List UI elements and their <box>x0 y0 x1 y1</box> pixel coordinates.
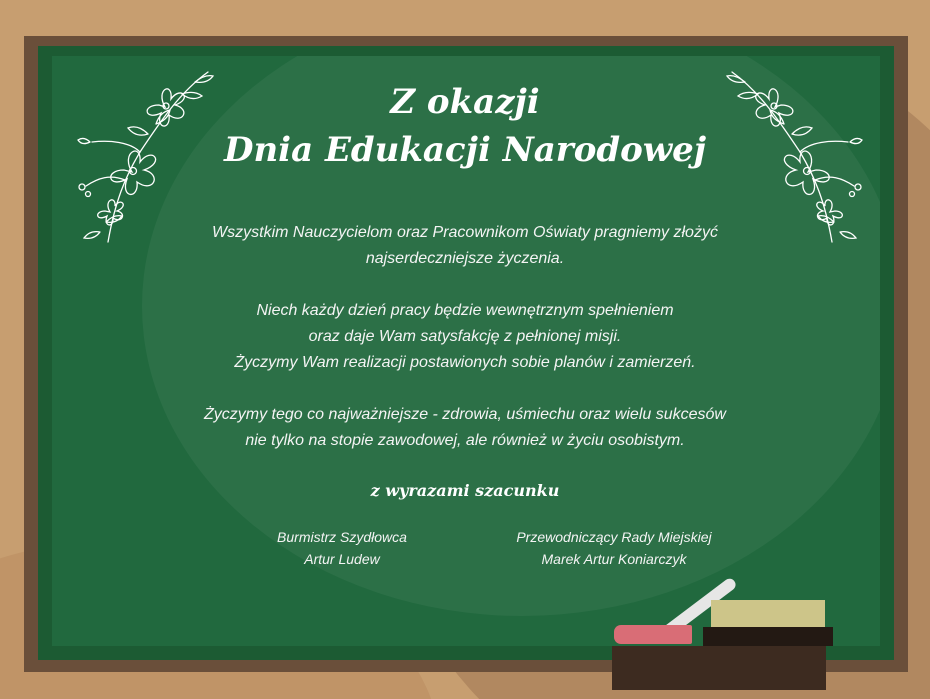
signature-left <box>240 526 444 570</box>
closing-phrase: z wyrazami szacunku <box>370 481 560 500</box>
text-line: Życzymy tego co najważniejsze - zdrowia, uśmiechu oraz wielu sukcesów <box>204 406 726 423</box>
eraser-icon <box>703 627 833 646</box>
text-line: Życzymy Wam realizacji postawionych sobie planów i zamierzeń. <box>234 354 696 371</box>
eraser-felt <box>711 600 825 627</box>
text-line: najserdeczniejsze życzenia. <box>365 250 565 267</box>
greeting-paragraph-3 <box>0 402 930 454</box>
title-line-1: Z okazji <box>390 82 540 122</box>
signature-name: Marek Artur Koniarczyk <box>541 551 687 567</box>
text-line: oraz daje Wam satysfakcję z pełnionej misji. <box>308 328 622 345</box>
signature-role: Przewodniczący Rady Miejskiej <box>516 529 712 545</box>
signature-role: Burmistrz Szydłowca <box>277 529 407 545</box>
text-line: nie tylko na stopie zawodowej, ale również w życiu osobistym. <box>245 432 685 449</box>
text-line: Wszystkim Nauczycielom oraz Pracownikom Oświaty pragniemy złożyć <box>212 224 718 241</box>
text-line: Niech każdy dzień pracy będzie wewnętrznym spełnieniem <box>256 302 674 319</box>
greeting-paragraph-1 <box>0 220 930 272</box>
title-line-2: Dnia Edukacji Narodowej <box>223 130 707 170</box>
signature-right <box>490 526 738 570</box>
signature-name: Artur Ludew <box>304 551 380 567</box>
chalk-box-icon <box>612 646 826 690</box>
pink-chalk-icon <box>614 625 692 644</box>
greeting-paragraph-2 <box>0 298 930 376</box>
